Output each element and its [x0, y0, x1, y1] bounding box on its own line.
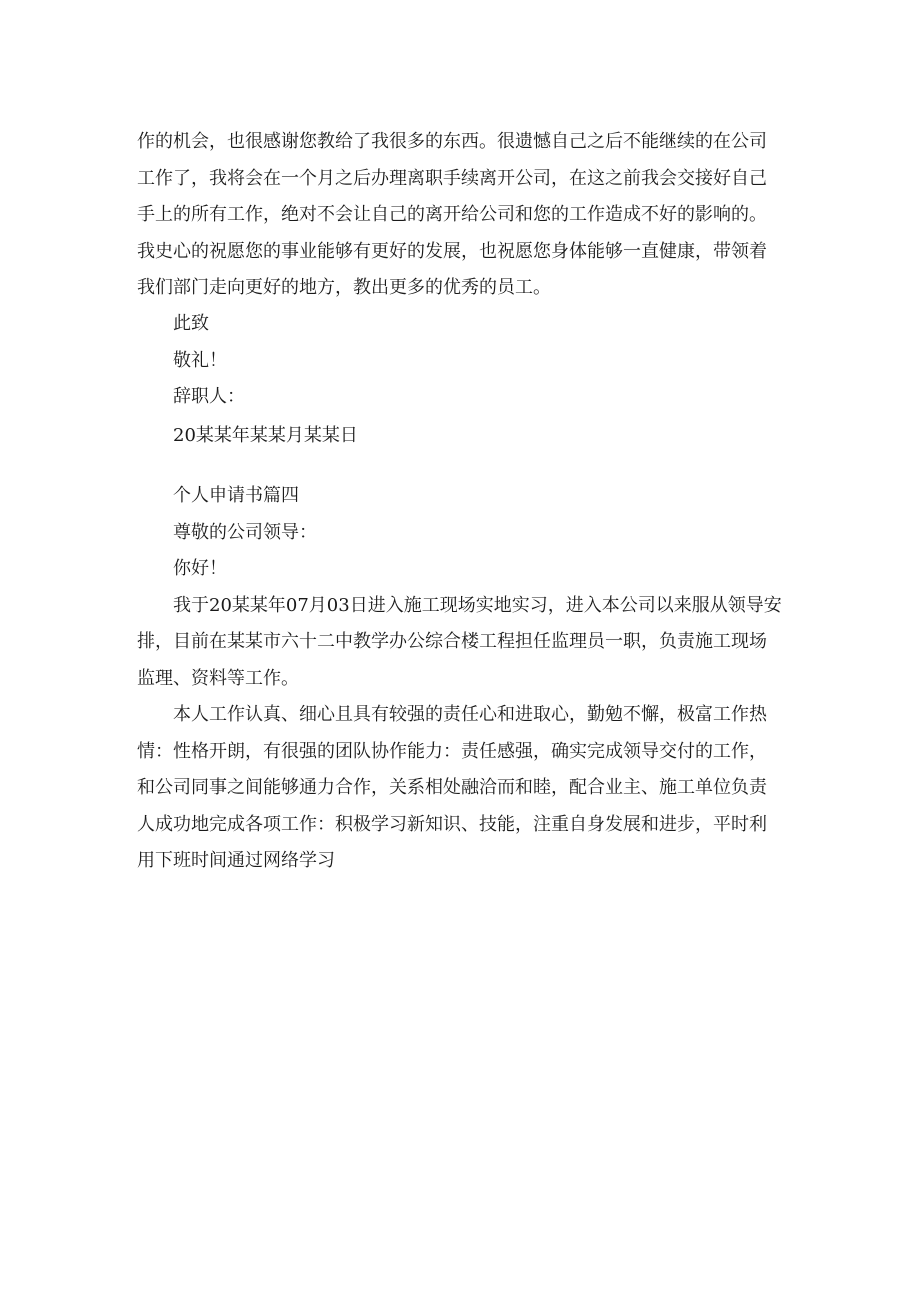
paragraph-line: 排，目前在某某市六十二中教学办公综合楼工程担任监理员一职，负责施工现场 [137, 631, 767, 652]
paragraph-line: 和公司同事之间能够通力合作，关系相处融洽而和睦，配合业主、施工单位负责 [137, 777, 767, 798]
resigner-label: 辞职人： [173, 386, 245, 407]
section-title: 个人申请书篇四 [173, 485, 299, 506]
paragraph-line: 本人工作认真、细心且具有较强的责任心和进取心，勤勉不懈，极富工作热 [173, 704, 767, 725]
letter-closing [137, 306, 787, 416]
paragraph-line: 人成功地完成各项工作：积极学习新知识、技能，注重自身发展和进步，平时利 [137, 813, 767, 835]
paragraph-line: 监理、资料等工作。 [137, 667, 299, 689]
text-line: 我史心的祝愿您的事业能够有更好的发展，也祝愿您身体能够一直健康，带领着 [137, 240, 767, 262]
greeting-to: 尊敬的公司领导： [173, 521, 317, 543]
paragraph-line: 情：性格开朗，有很强的团队协作能力：责任感强，确实完成领导交付的工作， [137, 740, 767, 762]
text-line: 工作了，我将会在一个月之后办理离职手续离开公司，在这之前我会交接好自己 [137, 167, 767, 189]
hello-line: 你好！ [173, 558, 227, 579]
application-letter [137, 478, 787, 880]
date-text: 20某某年某某月某某日 [173, 425, 358, 446]
text-line: 手上的所有工作，绝对不会让自己的离开给公司和您的工作造成不好的影响的。 [137, 204, 767, 225]
regards: 敬礼！ [173, 349, 227, 371]
text-line: 我们部门走向更好的地方，教出更多的优秀的员工。 [137, 277, 551, 298]
text-line: 作的机会，也很感谢您教给了我很多的东西。很遗憾自己之后不能继续的在公司 [137, 131, 767, 152]
letter-date [137, 418, 787, 455]
paragraph-line: 用下班时间通过网络学习 [137, 850, 335, 871]
resignation-letter-body [137, 124, 787, 307]
salutation: 此致 [173, 313, 209, 334]
paragraph-line: 我于20某某年07月03日进入施工现场实地实习，进入本公司以来服从领导安 [173, 594, 782, 616]
